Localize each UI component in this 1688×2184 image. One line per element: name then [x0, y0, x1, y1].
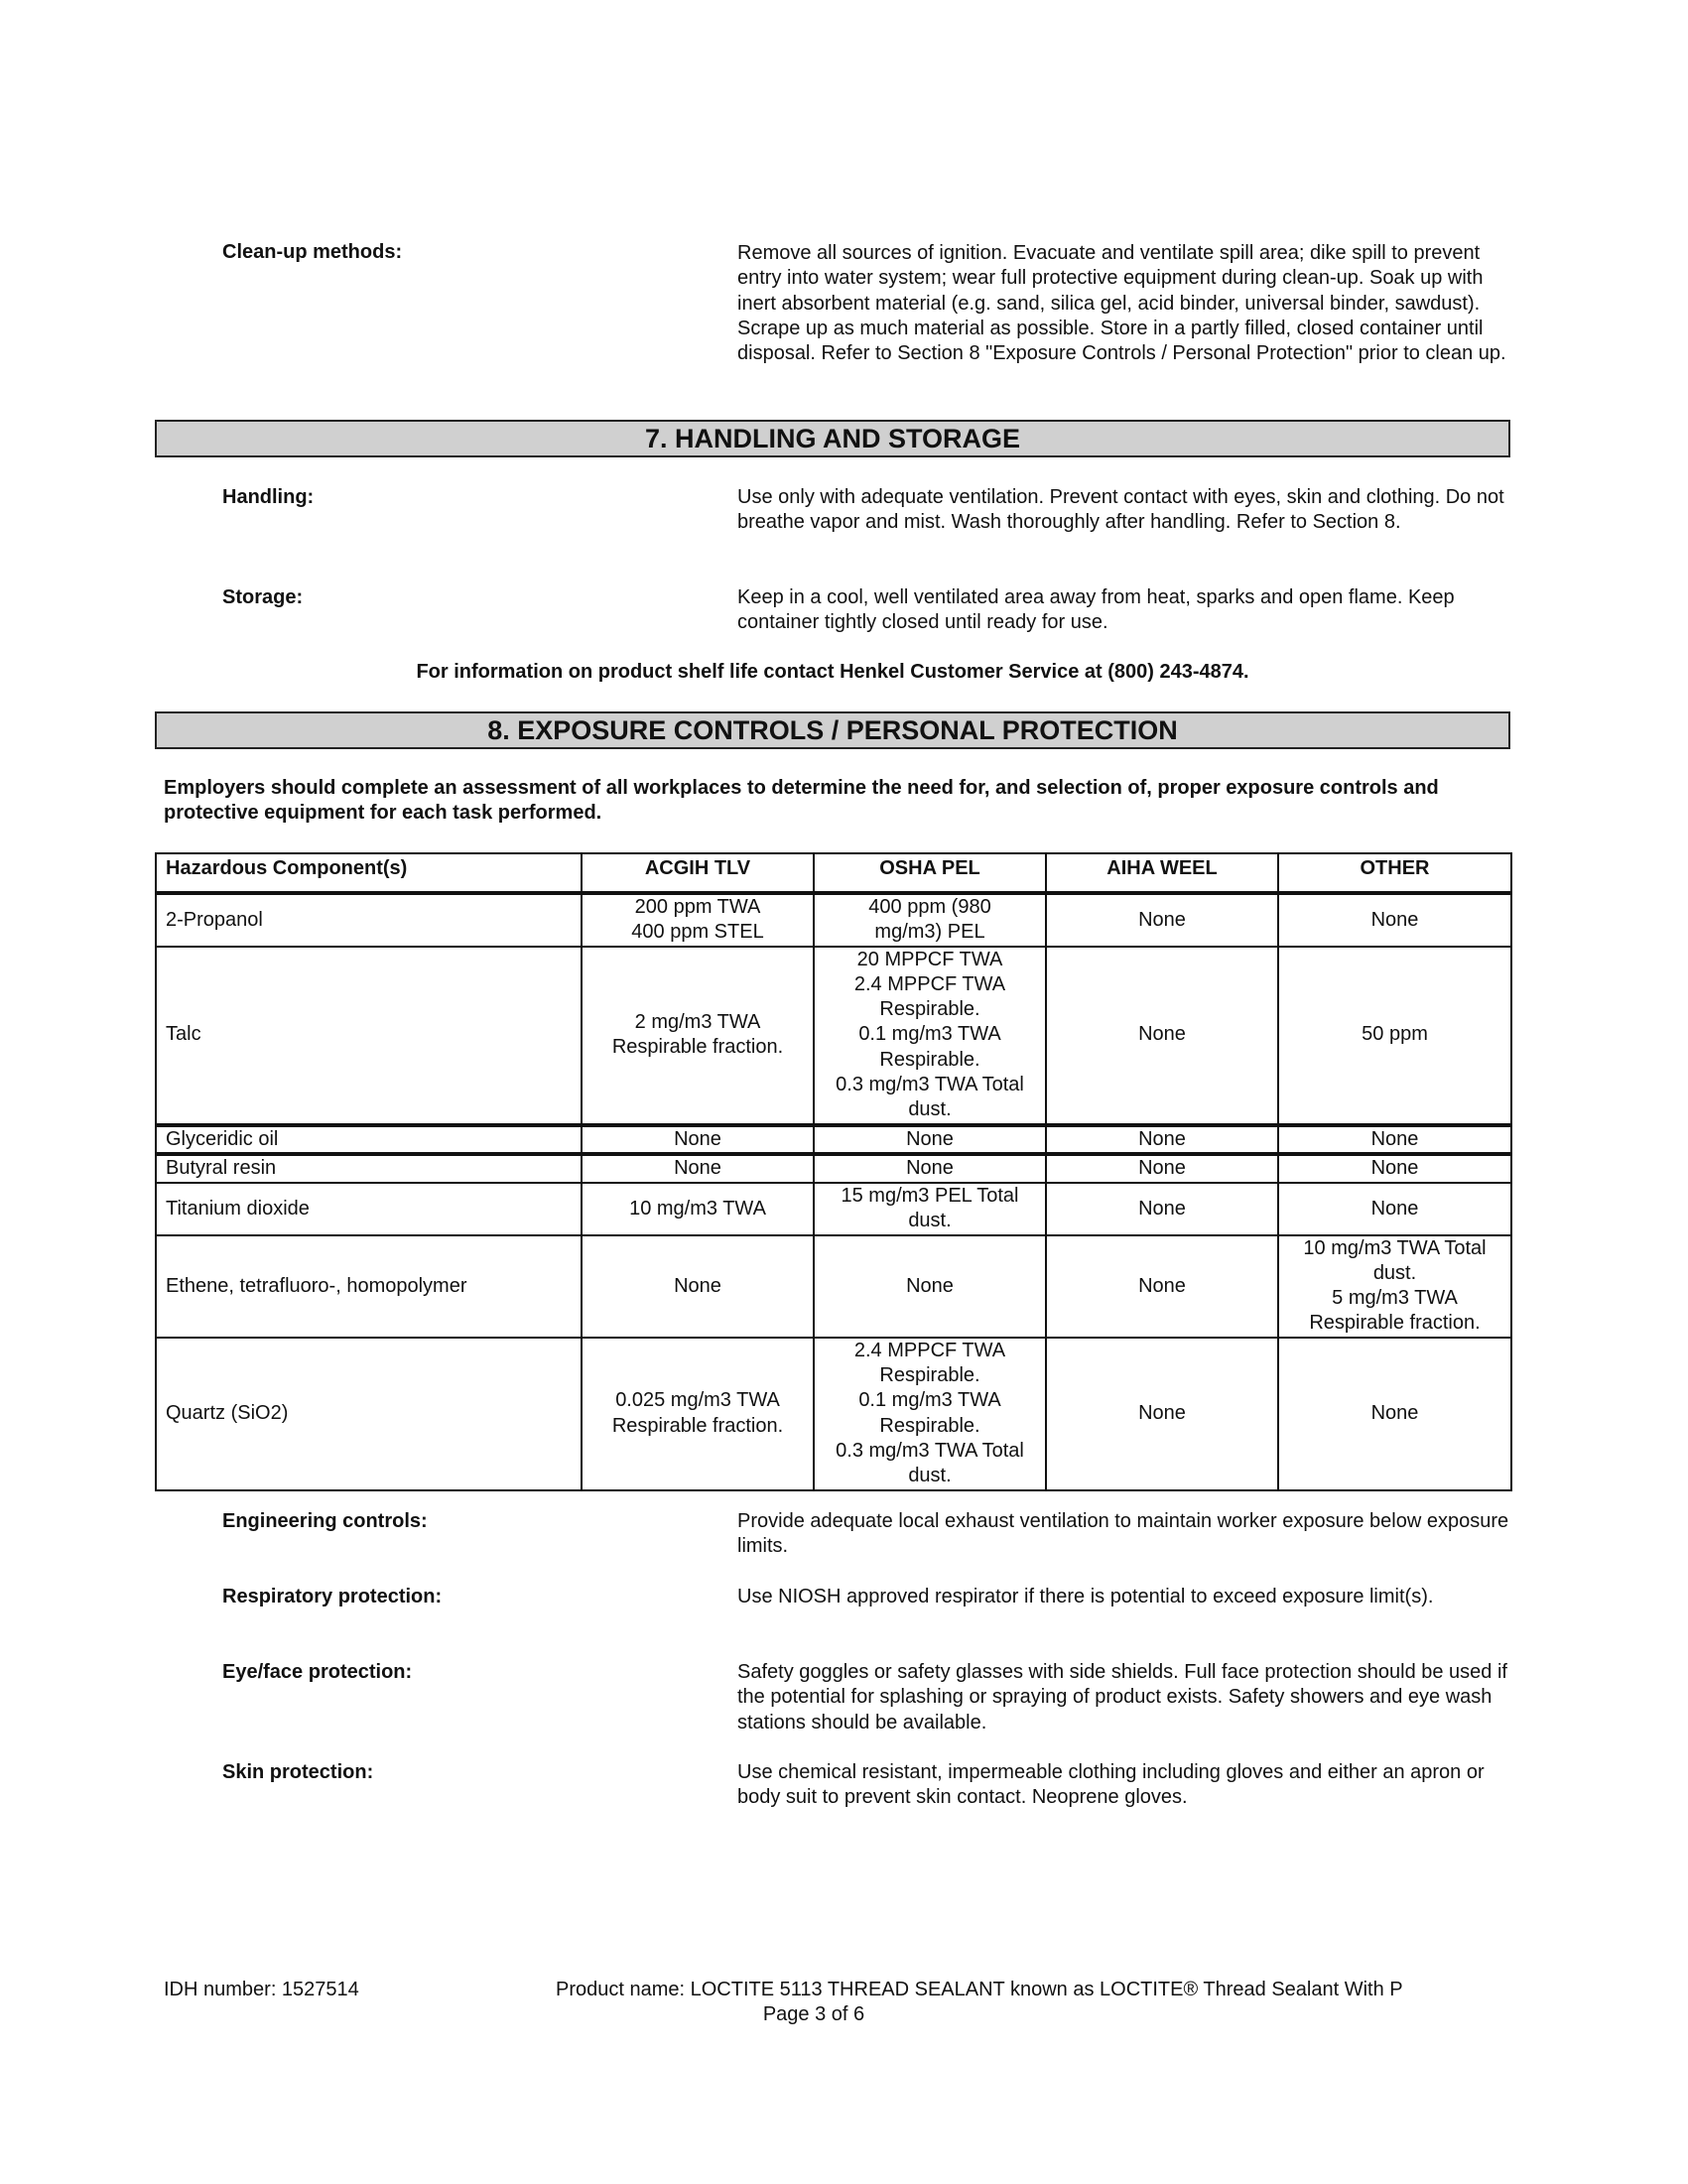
engineering-text: Provide adequate local exhaust ventilation to maintain worker exposure below exposure limits. — [737, 1510, 1509, 1558]
limit-cell: None — [814, 1154, 1046, 1183]
section-8-intro: Employers should complete an assessment of all workplaces to determine the need for, and selection of, proper exposure controls and protective equipment for each task performed. — [164, 777, 1439, 825]
limit-cell: 400 ppm (980 mg/m3) PEL — [814, 893, 1046, 947]
handling-label: Handling: — [222, 486, 315, 508]
cleanup-text: Remove all sources of ignition. Evacuate and ventilate spill area; dike spill to prevent entry into water system; wear full protective equipment during clean-up. Soak up with inert absorbent material (e.g. sand, silica gel, acid binder, universal binder, sawdust). Scrape up as much material as possible. Store in a partly filled, closed container until disposal. Refer to Section 8 "Exposure Controls / Personal Protection" prior to clean up. — [737, 242, 1506, 365]
skin-label: Skin protection: — [222, 1761, 374, 1783]
table-header-row — [156, 853, 1511, 893]
table-row — [156, 893, 1511, 947]
limit-cell: 15 mg/m3 PEL Total dust. — [814, 1183, 1046, 1235]
limit-cell: None — [1278, 893, 1511, 947]
limit-cell: None — [1046, 1154, 1278, 1183]
limit-cell: 2 mg/m3 TWA Respirable fraction. — [582, 947, 814, 1125]
table-row — [156, 1125, 1511, 1154]
component-name-cell: Talc — [156, 947, 582, 1125]
component-name-cell: Butyral resin — [156, 1154, 582, 1183]
component-name-cell: Ethene, tetrafluoro-, homopolymer — [156, 1235, 582, 1338]
column-header: AIHA WEEL — [1046, 853, 1278, 893]
limit-cell: None — [582, 1235, 814, 1338]
limit-cell: None — [1278, 1125, 1511, 1154]
limit-cell: None — [582, 1125, 814, 1154]
skin-text: Use chemical resistant, impermeable clothing including gloves and either an apron or body suit to prevent skin contact. Neoprene gloves. — [737, 1761, 1485, 1809]
limit-cell: 50 ppm — [1278, 947, 1511, 1125]
limit-cell: None — [582, 1154, 814, 1183]
limit-cell: None — [1046, 1125, 1278, 1154]
column-header: ACGIH TLV — [582, 853, 814, 893]
limit-cell: None — [1046, 947, 1278, 1125]
limit-cell: None — [1278, 1154, 1511, 1183]
component-name-cell: Glyceridic oil — [156, 1125, 582, 1154]
column-header: Hazardous Component(s) — [156, 853, 582, 893]
exposure-limits-table — [155, 852, 1512, 1491]
table-row — [156, 1338, 1511, 1490]
footer-page-number: Page 3 of 6 — [762, 2003, 865, 2025]
limit-cell: None — [1278, 1183, 1511, 1235]
table-row — [156, 947, 1511, 1125]
column-header: OSHA PEL — [814, 853, 1046, 893]
limit-cell: None — [814, 1235, 1046, 1338]
cleanup-label: Clean-up methods: — [222, 241, 403, 263]
component-name-cell: Titanium dioxide — [156, 1183, 582, 1235]
limit-cell: None — [1046, 1183, 1278, 1235]
column-header: OTHER — [1278, 853, 1511, 893]
section-8-header: 8. EXPOSURE CONTROLS / PERSONAL PROTECTION — [155, 711, 1510, 749]
limit-cell: 10 mg/m3 TWA Total dust. 5 mg/m3 TWA Respirable fraction. — [1278, 1235, 1511, 1338]
storage-label: Storage: — [222, 586, 304, 608]
storage-text: Keep in a cool, well ventilated area away from heat, sparks and open flame. Keep container tightly closed until ready for use. — [737, 586, 1455, 634]
limit-cell: 20 MPPCF TWA 2.4 MPPCF TWA Respirable. 0.1 mg/m3 TWA Respirable. 0.3 mg/m3 TWA Total dust. — [814, 947, 1046, 1125]
footer-idh: IDH number: 1527514 — [164, 1979, 359, 2000]
handling-text: Use only with adequate ventilation. Prevent contact with eyes, skin and clothing. Do not breathe vapor and mist. Wash thoroughly after handling. Refer to Section 8. — [737, 486, 1504, 534]
shelf-life-note: For information on product shelf life contact Henkel Customer Service at (800) 243-4874. — [416, 661, 1249, 683]
engineering-label: Engineering controls: — [222, 1510, 428, 1532]
limit-cell: None — [1278, 1338, 1511, 1490]
limit-cell: 200 ppm TWA 400 ppm STEL — [582, 893, 814, 947]
limit-cell: None — [1046, 1235, 1278, 1338]
respiratory-text: Use NIOSH approved respirator if there is potential to exceed exposure limit(s). — [737, 1586, 1434, 1607]
table-row — [156, 1235, 1511, 1338]
limit-cell: 2.4 MPPCF TWA Respirable. 0.1 mg/m3 TWA Respirable. 0.3 mg/m3 TWA Total dust. — [814, 1338, 1046, 1490]
limit-cell: 0.025 mg/m3 TWA Respirable fraction. — [582, 1338, 814, 1490]
footer-product-name: Product name: LOCTITE 5113 THREAD SEALANT known as LOCTITE® Thread Sealant With P — [556, 1979, 1403, 2000]
table-row — [156, 1183, 1511, 1235]
eye-face-text: Safety goggles or safety glasses with side shields. Full face protection should be used if the potential for splashing or spraying of product exists. Safety showers and eye wash stations should be available. — [737, 1661, 1507, 1734]
eye-face-label: Eye/face protection: — [222, 1661, 413, 1683]
component-name-cell: 2-Propanol — [156, 893, 582, 947]
limit-cell: None — [814, 1125, 1046, 1154]
respiratory-label: Respiratory protection: — [222, 1586, 443, 1607]
limit-cell: None — [1046, 1338, 1278, 1490]
component-name-cell: Quartz (SiO2) — [156, 1338, 582, 1490]
table-row — [156, 1154, 1511, 1183]
limit-cell: 10 mg/m3 TWA — [582, 1183, 814, 1235]
section-7-header: 7. HANDLING AND STORAGE — [155, 420, 1510, 457]
limit-cell: None — [1046, 893, 1278, 947]
